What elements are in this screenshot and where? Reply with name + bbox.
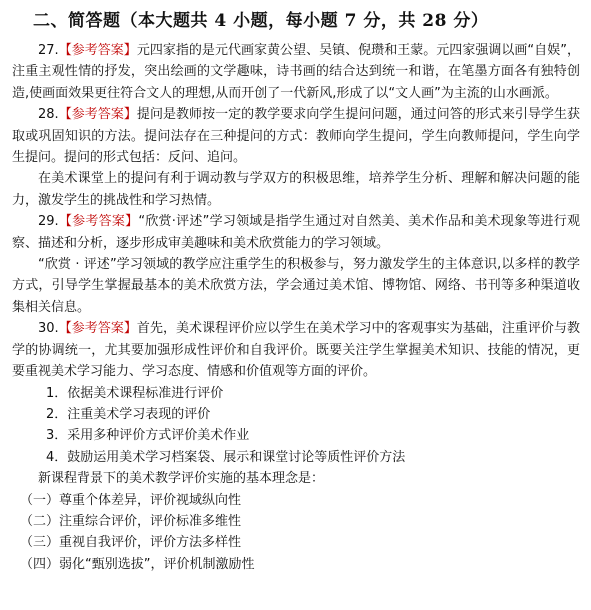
list-item: 2．注重美术学习表现的评价 <box>46 406 211 422</box>
answer-28 <box>12 104 580 168</box>
answer-27 <box>12 40 580 104</box>
question-number: 28. <box>38 107 59 123</box>
answer-29-paragraph-2: “欣赏 · 评述”学习领域的教学应注重学生的积极参与，努力激发学生的主体意识,以多样的教学方式，引导学生掌握最基本的美术欣赏方法，学会通过美术馆、博物馆、网络、书刊等多种渠道收集相关信息。 <box>12 257 580 315</box>
section-title: 二、简答题（本大题共 4 小题，每小题 7 分，共 28 分） <box>33 11 489 31</box>
answer-29 <box>12 211 580 254</box>
answers-body <box>12 40 580 575</box>
concept-item: （二）注重综合评价，评价标准多维性 <box>20 513 242 529</box>
answer-text: 元四家指的是元代画家黄公望、吴镇、倪瓒和王蒙。元四家强调以画“自娱”，注重主观性情的抒发，突出绘画的文学趣味，诗书画的结合达到统一和谐，在笔墨方面各有独特创造,使画面效果更往符合文人的理想,从而开创了一代新风,形成了以“文人画”为主流的山水画派。 <box>12 43 580 101</box>
answer-tag: 【参考答案】 <box>58 107 137 123</box>
list-item: 3．采用多种评价方式评价美术作业 <box>46 428 250 444</box>
question-number: 27. <box>38 43 59 58</box>
question-number: 29. <box>38 214 59 230</box>
answer-text: “欣赏·评述”学习领域是指学生通过对自然美、美术作品和美术现象等进行观察、描述和分析，逐步形成审美趣味和美术欣赏能力的学习领域。 <box>12 214 580 251</box>
answer-text: 提问是教师按一定的教学要求向学生提问问题，通过问答的形式来引导学生获取或巩固知识的方法。提问法存在三种提问的方式：教师向学生提问，学生向教师提问，学生向学生提问。提问的形式包括：反问、追问。 <box>12 107 580 166</box>
concept-item: （四）弱化“甄别选拔”，评价机制激励性 <box>20 556 255 572</box>
answer-28-paragraph-2: 在美术课堂上的提问有利于调动教与学双方的积极思维，培养学生分析、理解和解决问题的能力，激发学生的挑战性和学习热情。 <box>12 171 580 208</box>
question-number: 30. <box>38 321 59 337</box>
concept-intro: 新课程背景下的美术教学评价实施的基本理念是： <box>38 471 325 487</box>
list-item: 1．依据美术课程标准进行评价 <box>46 385 224 401</box>
answer-30 <box>12 318 580 382</box>
concept-item: （三）重视自我评价，评价方法多样性 <box>20 535 242 551</box>
answer-text: 首先，美术课程评价应以学生在美术学习中的客观事实为基础，注重评价与教学的协调统一，尤其要加强形成性评价和自我评价。既要关注学生掌握美术知识、技能的情况，更要重视美术学习能力、学习态度、情感和价值观等方面的评价。 <box>12 321 580 380</box>
answer-tag: 【参考答案】 <box>58 321 137 337</box>
concept-item: （一）尊重个体差异，评价视域纵向性 <box>20 492 242 508</box>
list-item: 4．鼓励运用美术学习档案袋、展示和课堂讨论等质性评价方法 <box>46 449 406 465</box>
answer-tag: 【参考答案】 <box>58 214 139 230</box>
answer-tag: 【参考答案】 <box>58 43 137 58</box>
